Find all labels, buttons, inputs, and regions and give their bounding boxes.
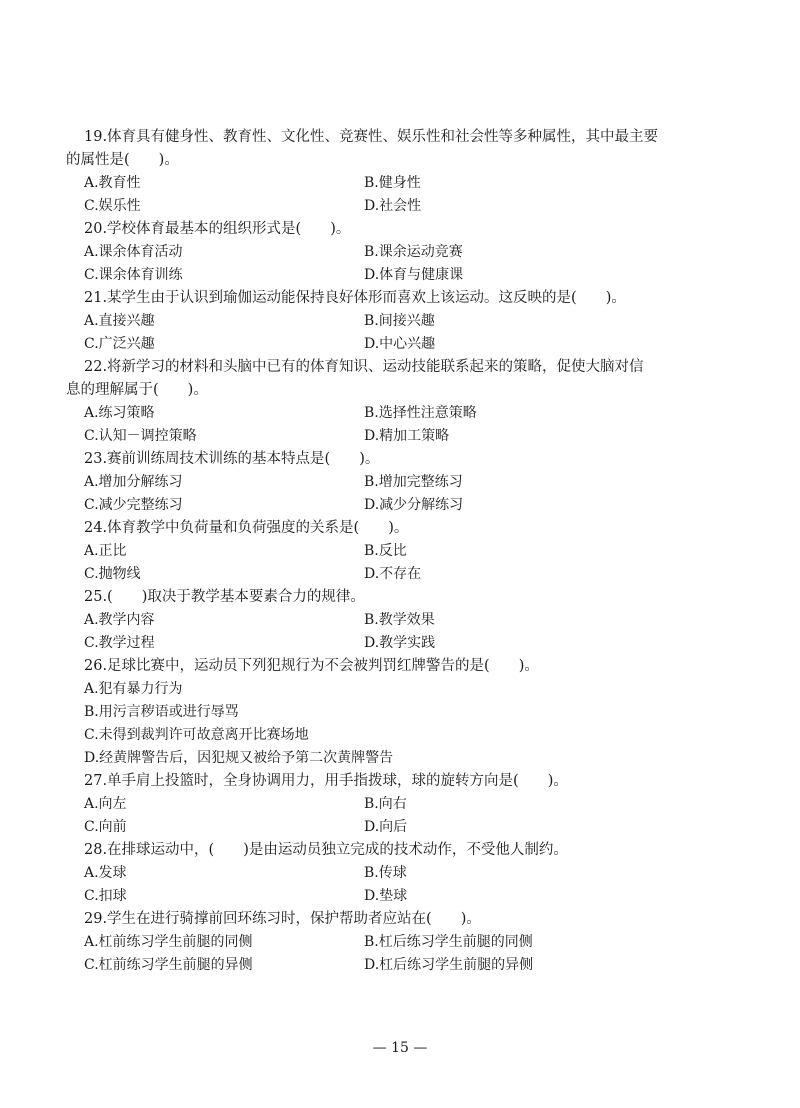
- answer-option: A.向左: [84, 796, 127, 812]
- answer-option: B.间接兴趣: [364, 313, 435, 329]
- question-27: [66, 770, 706, 839]
- answer-option: C.减少完整练习: [84, 497, 183, 513]
- answer-option: D.经黄牌警告后，因犯规又被给予第二次黄牌警告: [84, 750, 394, 766]
- question-list: [66, 126, 706, 977]
- question-26: [66, 655, 706, 770]
- question-stem: 27.单手肩上投篮时，全身协调用力，用手指拨球，球的旋转方向是( )。: [84, 773, 568, 789]
- answer-option: A.教育性: [84, 175, 141, 191]
- option-grid: [66, 172, 706, 218]
- option-grid: [66, 310, 706, 356]
- answer-option: C.教学过程: [84, 635, 155, 651]
- option-grid: [66, 241, 706, 287]
- question-25: [66, 586, 706, 655]
- option-grid: [66, 540, 706, 586]
- question-stem: 29.学生在进行骑撑前回环练习时，保护帮助者应站在( )。: [84, 911, 481, 927]
- answer-option: C.向前: [84, 819, 127, 835]
- question-23: [66, 448, 706, 517]
- answer-option: B.传球: [364, 865, 407, 881]
- answer-option: A.练习策略: [84, 405, 155, 421]
- answer-option: A.杠前练习学生前腿的同侧: [84, 934, 253, 950]
- answer-option: B.健身性: [364, 175, 421, 191]
- question-20: [66, 218, 706, 287]
- answer-option: B.课余运动竞赛: [364, 244, 463, 260]
- option-grid: [66, 793, 706, 839]
- question-stem: 20.学校体育最基本的组织形式是( )。: [84, 221, 351, 237]
- question-22: [66, 356, 706, 448]
- question-stem-continued: 的属性是( )。: [66, 152, 179, 168]
- answer-option: A.直接兴趣: [84, 313, 155, 329]
- answer-option: B.向右: [364, 796, 407, 812]
- question-19: [66, 126, 706, 218]
- question-stem: 26.足球比赛中，运动员下列犯规行为不会被判罚红牌警告的是( )。: [84, 658, 539, 674]
- option-grid: [66, 402, 706, 448]
- answer-option: A.教学内容: [84, 612, 155, 628]
- answer-option: C.抛物线: [84, 566, 141, 582]
- answer-option: D.社会性: [364, 198, 422, 214]
- answer-option: A.犯有暴力行为: [84, 681, 183, 697]
- answer-option: B.杠后练习学生前腿的同侧: [364, 934, 533, 950]
- answer-option: C.扣球: [84, 888, 127, 904]
- answer-option: D.教学实践: [364, 635, 436, 651]
- answer-option: C.未得到裁判许可故意离开比赛场地: [84, 727, 309, 743]
- option-grid: [66, 471, 706, 517]
- option-grid: [66, 862, 706, 908]
- answer-option: A.课余体育活动: [84, 244, 183, 260]
- question-stem: 25.( )取决于教学基本要素合力的规律。: [84, 589, 365, 605]
- question-stem: 24.体育教学中负荷量和负荷强度的关系是( )。: [84, 520, 409, 536]
- answer-option: B.选择性注意策略: [364, 405, 477, 421]
- answer-option: C.认知－调控策略: [84, 428, 197, 444]
- question-stem: 28.在排球运动中，( )是由运动员独立完成的技术动作，不受他人制约。: [84, 842, 568, 858]
- answer-option: B.教学效果: [364, 612, 435, 628]
- answer-option: D.杠后练习学生前腿的异侧: [364, 957, 534, 973]
- question-28: [66, 839, 706, 908]
- answer-option: C.课余体育训练: [84, 267, 183, 283]
- question-stem-continued: 息的理解属于( )。: [66, 382, 208, 398]
- answer-option: A.增加分解练习: [84, 474, 183, 490]
- answer-option: D.向后: [364, 819, 408, 835]
- question-stem: 22.将新学习的材料和头脑中已有的体育知识、运动技能联系起来的策略，促使大脑对信: [84, 359, 644, 375]
- answer-option: B.反比: [364, 543, 407, 559]
- answer-option: C.广泛兴趣: [84, 336, 155, 352]
- answer-option: A.发球: [84, 865, 127, 881]
- answer-option: D.中心兴趣: [364, 336, 436, 352]
- answer-option: B.增加完整练习: [364, 474, 463, 490]
- answer-option: D.不存在: [364, 566, 422, 582]
- question-21: [66, 287, 706, 356]
- question-24: [66, 517, 706, 586]
- answer-option: C.娱乐性: [84, 198, 141, 214]
- question-stem: 21.某学生由于认识到瑜伽运动能保持良好体形而喜欢上该运动。这反映的是( )。: [84, 290, 626, 306]
- question-stem: 23.赛前训练周技术训练的基本特点是( )。: [84, 451, 380, 467]
- question-29: [66, 908, 706, 977]
- option-grid: [66, 931, 706, 977]
- answer-option: D.减少分解练习: [364, 497, 464, 513]
- option-grid: [66, 609, 706, 655]
- answer-option: D.垫球: [364, 888, 408, 904]
- question-stem: 19.体育具有健身性、教育性、文化性、竞赛性、娱乐性和社会性等多种属性，其中最主要: [84, 129, 659, 145]
- answer-option: A.正比: [84, 543, 127, 559]
- answer-option: B.用污言秽语或进行辱骂: [84, 704, 239, 720]
- answer-option: D.精加工策略: [364, 428, 450, 444]
- answer-option: D.体育与健康课: [364, 267, 464, 283]
- page-number: — 15 —: [372, 1040, 428, 1056]
- answer-option: C.杠前练习学生前腿的异侧: [84, 957, 253, 973]
